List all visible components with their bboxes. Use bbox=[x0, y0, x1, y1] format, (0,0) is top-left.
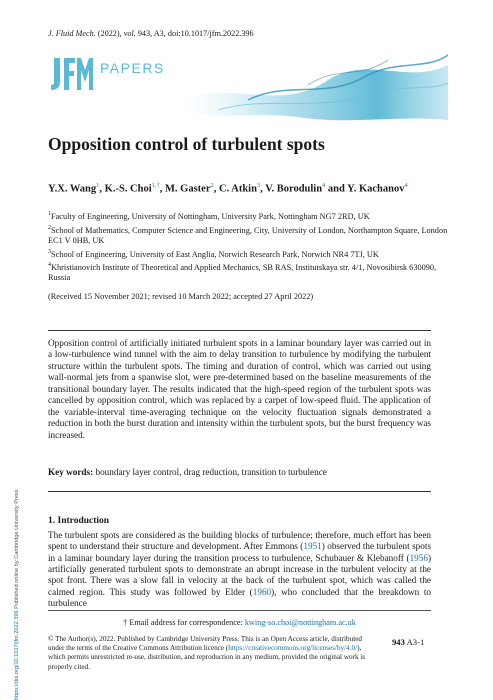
water-splash-banner bbox=[48, 45, 448, 125]
affiliation: $^1$Faculty of Engineering, University of Nottingham, University Park, Nottingham NG7 2RD, UK bbox=[48, 211, 370, 221]
email-link[interactable]: kwing-so.choi@nottingham.ac.uk bbox=[244, 618, 356, 627]
page-identifier: 943 A3-1 bbox=[392, 637, 425, 647]
papers-brand: PAPERS bbox=[100, 60, 165, 76]
jfm-logo-icon bbox=[48, 54, 94, 94]
keywords-text: boundary layer control, drag reduction, transition to turbulence bbox=[93, 467, 327, 477]
author: Y. Kachanov bbox=[347, 183, 405, 195]
author: Y.X. Wang bbox=[48, 183, 97, 195]
journal-name: J. Fluid Mech. bbox=[48, 29, 96, 38]
section-heading: 1. Introduction bbox=[48, 516, 110, 526]
divider bbox=[48, 491, 431, 492]
abstract: Opposition control of artificially initiated turbulent spots in a laminar boundary layer was carried out in a low-turbulence wind tunnel with the aim to delay transition to turbulence by modifying the turbulent structure within the turbulent spots. The timing and duration of control, which was carried out using wall-normal jets from a spanwise slot, were pre-determined based on the baseline measurements of the transitional boundary layer. The results indicated that the high-speed region of the turbulent spots was cancelled by opposition control, which was replaced by a carpet of low-speed fluid. The application of the variable-interval time-averaging technique on the velocity fluctuation signals demonstrated a reduction in both the burst duration and intensity within the turbulent spots, but the burst frequency was increased. bbox=[48, 338, 431, 440]
citation-link[interactable]: 1951 bbox=[303, 541, 322, 552]
paper-title: Opposition control of turbulent spots bbox=[48, 134, 325, 154]
keywords bbox=[48, 467, 327, 477]
doi-link[interactable]: https://doi.org/10.1017/jfm.2022.396 bbox=[14, 610, 20, 700]
correspondence-footnote: † Email address for correspondence: kwing-so.choi@nottingham.ac.uk bbox=[123, 618, 356, 627]
affiliation: $^3$School of Engineering, University of East Anglia, Norwich Research Park, Norwich NR4 7TJ, UK bbox=[48, 249, 379, 259]
divider bbox=[48, 330, 431, 331]
author-sup: 3 bbox=[256, 182, 261, 189]
citation-link[interactable]: 1956 bbox=[409, 552, 428, 563]
footnote-divider bbox=[48, 610, 431, 611]
author-sup: 2 bbox=[210, 182, 214, 189]
author: K.-S. Choi bbox=[104, 183, 152, 195]
author: M. Gaster bbox=[165, 183, 211, 195]
journal-year: (2022) bbox=[97, 29, 120, 38]
author-sup: 4 bbox=[404, 182, 408, 189]
doi-sidebar: https://doi.org/10.1017/jfm.2022.396 Published online by Cambridge University Press bbox=[14, 489, 20, 700]
received-dates: (Received 15 November 2021; revised 10 March 2022; accepted 27 April 2022) bbox=[48, 292, 314, 301]
author-sup: 1 bbox=[96, 182, 100, 189]
licence-link[interactable]: https://creativecommons.org/licenses/by/4.0/ bbox=[228, 644, 358, 653]
author: C. Atkin bbox=[218, 183, 257, 195]
citation-link[interactable]: 1960 bbox=[252, 586, 272, 597]
affiliation: $^2$School of Mathematics, Computer Science and Engineering, City, University of London, Northampton Square, London EC1 V 0HB, UK bbox=[48, 225, 448, 246]
journal-volume: 943 bbox=[137, 29, 151, 38]
author: V. Borodulin bbox=[265, 183, 323, 195]
journal-vol-label: vol. bbox=[123, 29, 136, 38]
affiliation: $^4$Khristianovich Institute of Theoretical and Applied Mechanics, SB RAS, Institutskaya str. 4/1, Novosibirsk 630090, Russia bbox=[48, 262, 437, 283]
introduction-text: The turbulent spots are considered as the building blocks of turbulence; therefore, much effort has been spent to understand their structure and development. After Emmons (1951) observed the turbulent spots in a laminar boundary layer during the transition process to turbulence, Schubauer & Klebanoff (1956) artificially generated turbulent spots to demonstrate an abrupt increase in the turbulent velocity at the spot front. There was a slow fall in velocity at the back of the turbulent spot, which was called the calmed region. This study was followed by Elder (1960), who concluded that the breakdown to turbulence bbox=[48, 530, 432, 609]
journal-doi: doi:10.1017/jfm.2022.396 bbox=[167, 29, 254, 38]
author-sup: 4 bbox=[322, 182, 326, 189]
author-list: Y.X. Wang$^1$, K.-S. Choi$^{1,\dagger}$, M. Gaster$^2$, C. Atkin$^3$, V. Borodulin$^4$ and Y. Kachanov$^4$ bbox=[48, 182, 408, 195]
journal-article: A3 bbox=[153, 29, 164, 38]
keywords-label: Key words: bbox=[48, 467, 94, 477]
author-sup[interactable]: 1,† bbox=[151, 182, 160, 189]
journal-citation: J. Fluid Mech. (2022), vol. 943, A3, doi:10.1017/jfm.2022.396 bbox=[48, 29, 254, 38]
copyright-notice: © The Author(s), 2022. Published by Cambridge University Press. This is an Open Access article, distributed under the terms of the Creative Commons Attribution licence (https://creativecommons.org/licenses/by/4.0/), which permits unrestricted re-use, distribution, and reproduction in any medium, provided the original work is properly cited. bbox=[48, 635, 366, 671]
